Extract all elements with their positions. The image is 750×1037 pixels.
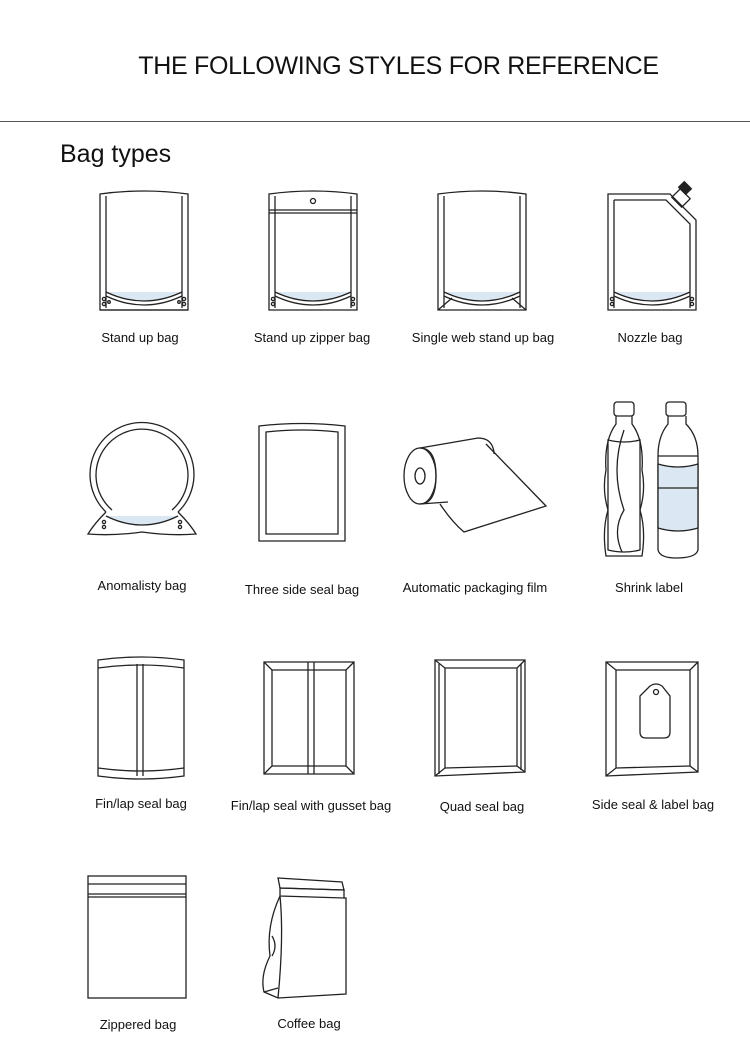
stand-up-bag-icon — [96, 186, 192, 314]
stand-up-zipper-bag-icon — [265, 186, 361, 314]
bag-label: Side seal & label bag — [591, 797, 715, 812]
bag-label: Fin/lap seal with gusset bag — [230, 798, 392, 813]
packaging-film-roll-icon — [400, 434, 550, 534]
bag-label: Coffee bag — [277, 1016, 341, 1031]
bag-label: Single web stand up bag — [411, 330, 555, 345]
fin-lap-seal-gusset-bag-icon — [262, 656, 356, 780]
header-divider — [0, 121, 750, 122]
quad-seal-bag-icon — [433, 656, 527, 780]
bag-label: Fin/lap seal bag — [95, 796, 187, 811]
bag-label: Stand up zipper bag — [253, 330, 371, 345]
bag-label: Shrink label — [615, 580, 683, 595]
bag-label: Quad seal bag — [439, 799, 525, 814]
side-seal-label-bag-icon — [604, 656, 700, 780]
bag-label: Anomalisty bag — [97, 578, 187, 593]
bag-label: Automatic packaging film — [402, 580, 548, 595]
bag-label: Zippered bag — [99, 1017, 177, 1032]
section-title: Bag types — [60, 140, 172, 168]
anomalisty-bag-icon — [84, 424, 200, 544]
page-title: THE FOLLOWING STYLES FOR REFERENCE — [138, 52, 659, 80]
zippered-bag-icon — [86, 874, 188, 1000]
single-web-stand-up-bag-icon — [434, 186, 530, 314]
shrink-label-bottles-icon — [600, 400, 704, 562]
three-side-seal-bag-icon — [256, 422, 348, 544]
coffee-bag-icon — [258, 876, 350, 1000]
nozzle-bag-icon — [604, 186, 700, 314]
fin-lap-seal-bag-icon — [95, 656, 187, 780]
bag-label: Three side seal bag — [244, 582, 360, 597]
bag-label: Nozzle bag — [617, 330, 683, 345]
bag-label: Stand up bag — [101, 330, 179, 345]
